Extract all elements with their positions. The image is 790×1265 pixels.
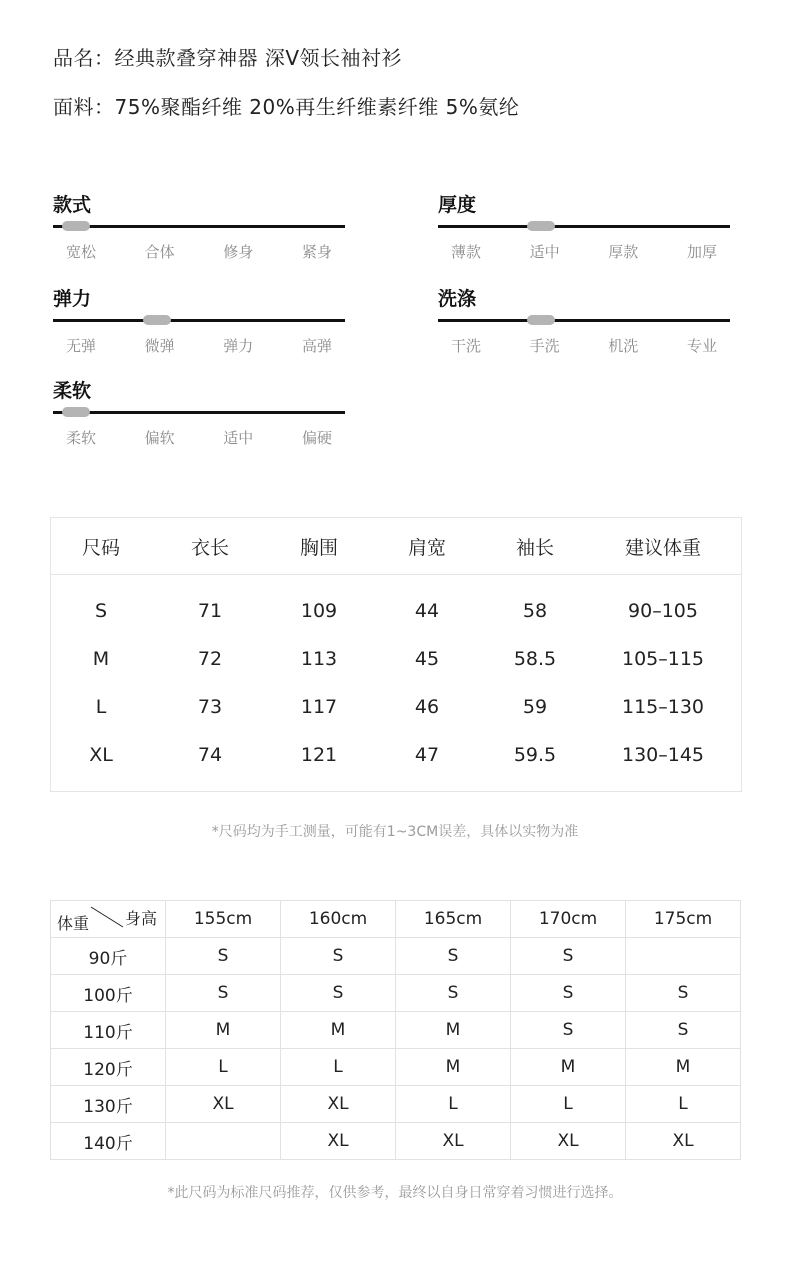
attr-style [53, 193, 345, 262]
header-cell: 袖长 [515, 536, 554, 559]
table-cell: 109 [300, 600, 338, 622]
table-cell: 130–145 [621, 744, 705, 766]
scale-indicator [143, 315, 171, 325]
height-header: 170cm [511, 901, 626, 938]
size-cell: S [626, 1012, 741, 1049]
height-header: 165cm [396, 901, 511, 938]
scale-label: 修身 [223, 243, 254, 261]
header-cell: 尺码 [81, 536, 120, 559]
table-cell: 105–115 [621, 648, 705, 670]
size-cell: M [281, 1012, 396, 1049]
size-cell: M [396, 1012, 511, 1049]
table-row [51, 938, 741, 975]
table-cell: 45 [414, 648, 440, 670]
size-cell: S [626, 975, 741, 1012]
attr-title: 款式 [53, 194, 92, 216]
height-header: 160cm [281, 901, 396, 938]
table-cell: 113 [300, 648, 338, 670]
scale-label: 适中 [223, 429, 254, 447]
height-label: 身高 [124, 909, 157, 928]
header-cell: 建议体重 [624, 536, 701, 559]
scale-indicator [527, 315, 555, 325]
size-cell: M [166, 1012, 281, 1049]
scale-track [438, 319, 730, 322]
size-cell: S [511, 1012, 626, 1049]
weight-cell: 110斤 [51, 1012, 166, 1049]
weight-label: 体重 [57, 914, 90, 933]
size-cell: M [511, 1049, 626, 1086]
table-cell: 47 [414, 744, 440, 766]
attr-title: 洗涤 [438, 288, 477, 310]
scale-label: 高弹 [301, 337, 332, 355]
table-cell: 46 [414, 696, 440, 718]
table-cell: 72 [197, 648, 223, 670]
weight-cell: 130斤 [51, 1086, 166, 1123]
attr-washing [438, 287, 730, 356]
size-cell: S [166, 975, 281, 1012]
size-cell: S [396, 975, 511, 1012]
scale-track [53, 225, 345, 228]
scale-label: 手洗 [529, 337, 560, 355]
attr-elasticity [53, 287, 345, 356]
weight-cell: 120斤 [51, 1049, 166, 1086]
size-cell: XL [396, 1123, 511, 1160]
table-row [51, 683, 741, 731]
scale-indicator [62, 221, 90, 231]
scale-label: 适中 [529, 243, 560, 261]
size-cell: S [511, 975, 626, 1012]
scale-label: 紧身 [301, 243, 332, 261]
table-cell: 117 [300, 696, 338, 718]
table-row [51, 1123, 741, 1160]
table-cell: 74 [197, 744, 223, 766]
weight-cell: 140斤 [51, 1123, 166, 1160]
size-cell: S [511, 938, 626, 975]
table-header-row [51, 901, 741, 938]
header-cell: 肩宽 [407, 536, 446, 559]
size-cell: S [281, 975, 396, 1012]
scale-label: 薄款 [450, 243, 481, 261]
scale-label: 专业 [686, 337, 717, 355]
size-cell: XL [281, 1086, 396, 1123]
attr-title: 柔软 [53, 380, 92, 402]
table-cell: 90–105 [628, 600, 698, 622]
size-cell: S [166, 938, 281, 975]
size-cell [166, 1123, 281, 1160]
attr-softness [53, 379, 345, 448]
weight-cell: 90斤 [51, 938, 166, 975]
size-cell: S [281, 938, 396, 975]
size-cell: L [281, 1049, 396, 1086]
product-name: 品名：经典款叠穿神器 深V领长袖衬衫 [53, 46, 403, 70]
size-cell: L [626, 1086, 741, 1123]
size-cell: XL [166, 1086, 281, 1123]
scale-track [53, 411, 345, 414]
scale-label: 微弹 [144, 337, 175, 355]
size-chart-header [51, 518, 741, 575]
table-cell: 71 [197, 600, 223, 622]
table-cell: 73 [197, 696, 223, 718]
table-cell: 121 [300, 744, 338, 766]
header-cell: 衣长 [190, 536, 229, 559]
table-row [51, 1049, 741, 1086]
table-cell: 44 [414, 600, 440, 622]
table-cell: 115–130 [621, 696, 705, 718]
scale-label: 厚款 [608, 243, 639, 261]
size-cell: S [396, 938, 511, 975]
size-cell: M [626, 1049, 741, 1086]
size-recommendation-table [50, 900, 741, 1160]
scale-indicator [527, 221, 555, 231]
size-cell: XL [626, 1123, 741, 1160]
size-cell: XL [281, 1123, 396, 1160]
scale-indicator [62, 407, 90, 417]
recommendation-note: *此尺码为标准尺码推荐，仅供参考，最终以自身日常穿着习惯进行选择。 [167, 1185, 623, 1201]
scale-label: 干洗 [450, 337, 481, 355]
scale-label: 机洗 [608, 337, 639, 355]
size-note: *尺码均为手工测量，可能有1~3CM误差，具体以实物为准 [211, 824, 579, 840]
scale-label: 偏硬 [301, 429, 332, 447]
table-row [51, 635, 741, 683]
scale-label: 合体 [144, 243, 175, 261]
table-row [51, 731, 741, 779]
scale-label: 弹力 [223, 337, 254, 355]
product-fabric: 面料：75%聚酯纤维 20%再生纤维素纤维 5%氨纶 [53, 95, 520, 119]
table-cell: 58 [522, 600, 548, 622]
table-row [51, 975, 741, 1012]
scale-label: 加厚 [686, 243, 717, 261]
table-row [51, 1012, 741, 1049]
height-header: 175cm [626, 901, 741, 938]
table-cell: M [92, 648, 110, 670]
height-header: 155cm [166, 901, 281, 938]
scale-track [438, 225, 730, 228]
size-cell: L [166, 1049, 281, 1086]
table-cell: S [94, 600, 108, 622]
scale-label: 宽松 [65, 243, 96, 261]
scale-label: 偏软 [144, 429, 175, 447]
size-chart [50, 517, 742, 792]
attr-thickness [438, 193, 730, 262]
header-cell: 胸围 [299, 536, 338, 559]
table-row [51, 587, 741, 635]
table-cell: 59 [522, 696, 548, 718]
table-row [51, 1086, 741, 1123]
size-cell: L [396, 1086, 511, 1123]
table-cell: XL [89, 744, 113, 766]
scale-label: 柔软 [65, 429, 96, 447]
size-cell [626, 938, 741, 975]
table-cell: 58.5 [513, 648, 557, 670]
table-cell: L [95, 696, 107, 718]
corner-cell [51, 901, 166, 938]
scale-label: 无弹 [65, 337, 96, 355]
attr-title: 厚度 [438, 194, 477, 216]
size-cell: M [396, 1049, 511, 1086]
table-cell: 59.5 [513, 744, 557, 766]
size-cell: XL [511, 1123, 626, 1160]
attr-title: 弹力 [53, 288, 92, 310]
scale-track [53, 319, 345, 322]
size-cell: L [511, 1086, 626, 1123]
weight-cell: 100斤 [51, 975, 166, 1012]
